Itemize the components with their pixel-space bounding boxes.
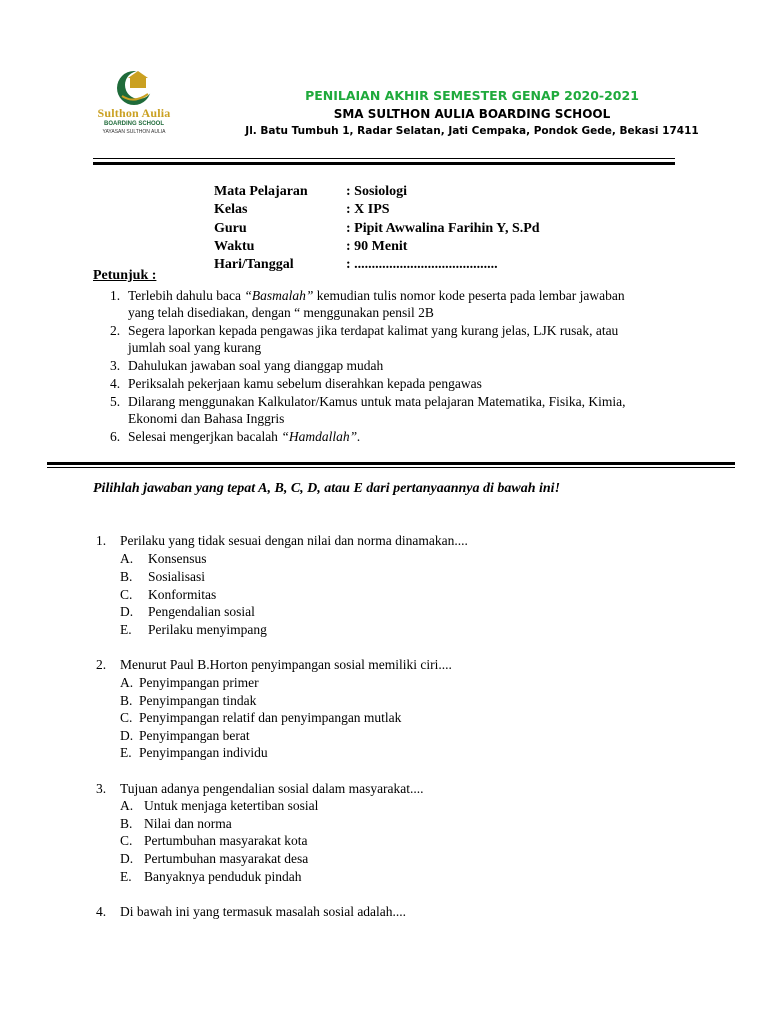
instruction-text-line2: jumlah soal yang kurang: [128, 340, 262, 355]
school-address: Jl. Batu Tumbuh 1, Radar Selatan, Jati Cempaka, Pondok Gede, Bekasi 17411: [245, 125, 699, 137]
option-text: Konformitas: [148, 587, 217, 602]
section-divider-thin: [47, 467, 735, 468]
section-divider-thick: [47, 462, 735, 465]
question-number: 1.: [96, 533, 107, 548]
option-text: Untuk menjaga ketertiban sosial: [144, 798, 319, 813]
instruction-text: [128, 322, 668, 356]
option-text: Nilai dan norma: [144, 816, 232, 831]
option-letter: B.: [120, 693, 133, 708]
option-letter: D.: [120, 851, 134, 866]
info-label: Hari/Tanggal: [214, 257, 294, 272]
question-text: Tujuan adanya pengendalian sosial dalam masyarakat....: [120, 781, 424, 796]
instruction-text: Periksalah pekerjaan kamu sebelum diserahkan kepada pengawas: [128, 376, 482, 391]
option-letter: E.: [120, 869, 132, 884]
option-letter: D.: [120, 728, 134, 743]
option-text: Pertumbuhan masyarakat kota: [144, 833, 308, 848]
info-value: : Pipit Awwalina Farihin Y, S.Pd: [346, 221, 540, 236]
school-logo: [86, 66, 182, 140]
option-text: Penyimpangan tindak: [139, 693, 257, 708]
option-letter: B.: [120, 569, 133, 584]
question-number: 4.: [96, 904, 107, 919]
info-value: : X IPS: [346, 202, 390, 217]
option-text: Penyimpangan primer: [139, 675, 259, 690]
info-label: Kelas: [214, 202, 248, 217]
instruction-text: Dahulukan jawaban soal yang dianggap mudah: [128, 358, 384, 373]
option-letter: A.: [120, 675, 134, 690]
school-name: SMA SULTHON AULIA BOARDING SCHOOL: [333, 107, 611, 121]
instruction-number: 3.: [110, 358, 121, 373]
instruction-number: 5.: [110, 394, 121, 409]
option-letter: D.: [120, 604, 134, 619]
info-value: : .........................................: [346, 257, 498, 272]
instruction-text-line2: yang telah disediakan, dengan “ menggunakan pensil 2B: [128, 305, 434, 320]
logo-subtitle: BOARDING SCHOOL: [104, 121, 164, 127]
instruction-text-part: kemudian tulis nomor kode peserta pada lembar jawaban: [313, 288, 625, 303]
info-value: : 90 Menit: [346, 239, 408, 254]
info-label: Mata Pelajaran: [214, 184, 308, 199]
logo-foundation: YAYASAN SULTHON AULIA: [102, 129, 166, 135]
info-label: Guru: [214, 221, 247, 236]
instruction-text-part: Selesai mengerjkan bacalah: [128, 429, 282, 444]
instruction-text: [128, 428, 668, 445]
instruction-emphasis: “Hamdallah”.: [281, 429, 361, 444]
instruction-number: 6.: [110, 429, 121, 444]
info-value: : Sosiologi: [346, 184, 408, 199]
option-letter: B.: [120, 816, 133, 831]
instructions-heading: Petunjuk :: [93, 268, 157, 283]
option-letter: C.: [120, 587, 133, 602]
info-label: Waktu: [214, 239, 255, 254]
option-letter: C.: [120, 710, 133, 725]
answer-instruction: Pilihlah jawaban yang tepat A, B, C, D, atau E dari pertanyaannya di bawah ini!: [93, 481, 561, 496]
instruction-text-part: Segera laporkan kepada pengawas jika terdapat kalimat yang kurang jelas, LJK rusak, atau: [128, 323, 619, 338]
option-text: Penyimpangan relatif dan penyimpangan mutlak: [139, 710, 402, 725]
instruction-emphasis: “Basmalah”: [244, 288, 314, 303]
option-letter: A.: [120, 798, 134, 813]
instruction-number: 1.: [110, 288, 121, 303]
option-text: Pengendalian sosial: [148, 604, 255, 619]
instruction-number: 4.: [110, 376, 121, 391]
instruction-text-line2: Ekonomi dan Bahasa Inggris: [128, 411, 285, 426]
question-number: 2.: [96, 657, 107, 672]
option-text: Banyaknya penduduk pindah: [144, 869, 302, 884]
question-text: Menurut Paul B.Horton penyimpangan sosial memiliki ciri....: [120, 657, 452, 672]
instruction-text: [128, 287, 668, 321]
option-text: Perilaku menyimpang: [148, 622, 267, 637]
crescent-emblem-icon: [86, 66, 182, 110]
option-text: Pertumbuhan masyarakat desa: [144, 851, 309, 866]
option-letter: E.: [120, 622, 132, 637]
question-text: Di bawah ini yang termasuk masalah sosial adalah....: [120, 904, 407, 919]
instruction-number: 2.: [110, 323, 121, 338]
option-letter: C.: [120, 833, 133, 848]
option-text: Konsensus: [148, 551, 207, 566]
option-text: Penyimpangan berat: [139, 728, 250, 743]
logo-name: Sulthon Aulia: [97, 106, 171, 120]
option-text: Sosialisasi: [148, 569, 206, 584]
option-letter: A.: [120, 551, 134, 566]
option-letter: E.: [120, 745, 132, 760]
exam-title: PENILAIAN AKHIR SEMESTER GENAP 2020-2021: [305, 88, 639, 103]
option-text: Penyimpangan individu: [139, 745, 268, 760]
question-text: Perilaku yang tidak sesuai dengan nilai dan norma dinamakan....: [120, 533, 468, 548]
instruction-text-part: Dilarang menggunakan Kalkulator/Kamus untuk mata pelajaran Matematika, Fisika, Kimia,: [128, 394, 626, 409]
header-divider-thin: [93, 158, 675, 159]
instruction-text: [128, 393, 668, 427]
header-divider-thick: [93, 162, 675, 165]
instruction-text-part: Terlebih dahulu baca: [128, 288, 245, 303]
question-number: 3.: [96, 781, 107, 796]
